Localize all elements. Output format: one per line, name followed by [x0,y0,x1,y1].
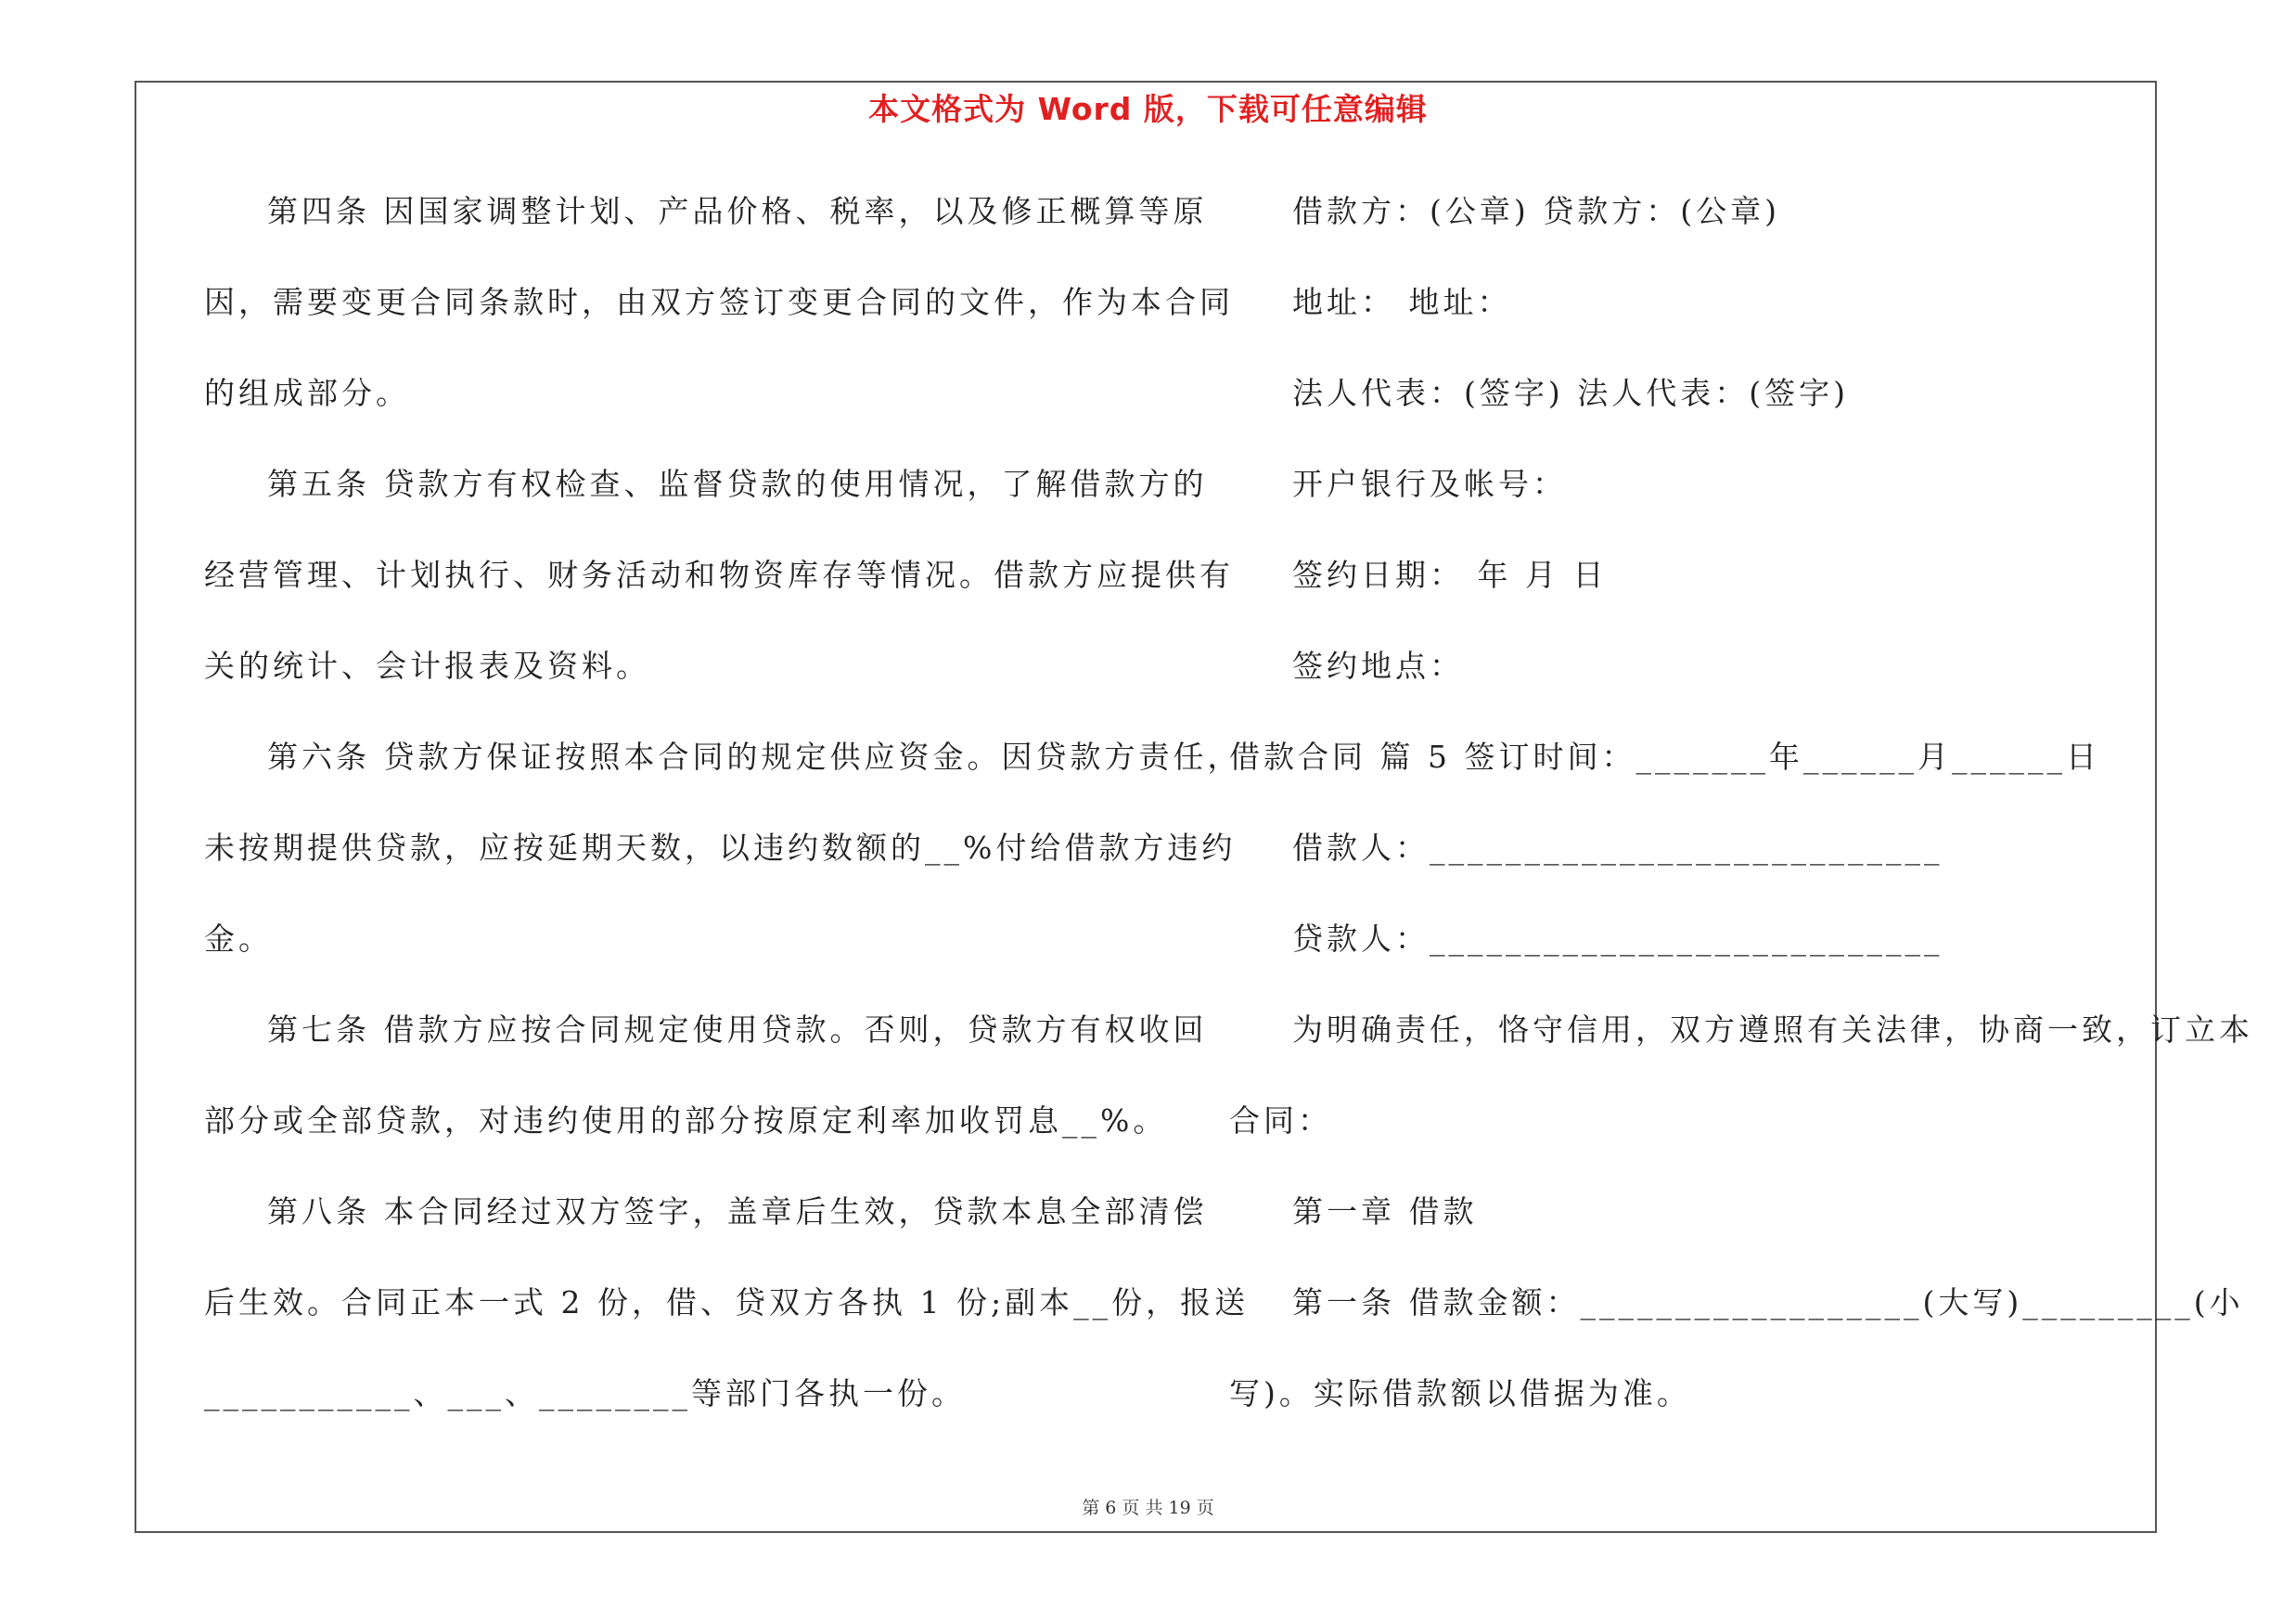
text-line: 借款人：___________________________ [1292,830,1943,866]
text-line: 第七条 借款方应按合同规定使用贷款。否则，贷款方有权收回 [267,1011,1208,1048]
text-line: 金。 [204,921,273,957]
text-line: 开户银行及帐号： [1292,466,1567,502]
left-column [204,181,1250,1454]
text-line: 第一条 借款金额：__________________(大写)_________(小 [1292,1284,2244,1320]
text-line: 合同： [1229,1102,1332,1139]
text-line: 法人代表：(签字) 法人代表：(签字) [1292,375,1849,411]
text-line: 第八条 本合同经过双方签字，盖章后生效，贷款本息全部清偿 [267,1193,1208,1230]
page-number: 第 6 页 共 19 页 [1082,1498,1214,1518]
text-line: 第五条 贷款方有权检查、监督贷款的使用情况，了解借款方的 [267,466,1208,502]
text-line: 签约日期： 年 月 日 [1292,557,1608,593]
text-line: 第一章 借款 [1292,1193,1478,1230]
text-line: 未按期提供贷款，应按延期天数，以违约数额的__%付给借款方违约 [204,830,1237,866]
text-line: 第四条 因国家调整计划、产品价格、税率，以及修正概算等原 [267,193,1208,229]
text-line: 为明确责任，恪守信用，双方遵照有关法律，协商一致，订立本 [1292,1011,2253,1048]
text-line: 地址： 地址： [1292,284,1512,320]
text-line: 借款方：(公章) 贷款方：(公章) [1292,193,1780,229]
text-line: 的组成部分。 [204,375,410,411]
text-line: 签约地点： [1292,648,1464,684]
text-line: 贷款人：___________________________ [1292,921,1943,957]
text-line: 写)。实际借款额以借据为准。 [1229,1375,1691,1411]
right-column [1229,181,2253,1454]
text-line: 关的统计、会计报表及资料。 [204,648,650,684]
text-line: 后生效。合同正本一式 2 份，借、贷双方各执 1 份;副本__份，报送 [204,1284,1250,1320]
text-line: 经营管理、计划执行、财务活动和物资库存等情况。借款方应提供有 [204,557,1234,593]
format-banner: 本文格式为 Word 版，下载可任意编辑 [868,91,1428,127]
text-line: ___________、___、________等部门各执一份。 [204,1375,966,1411]
text-line: 借款合同 篇 5 签订时间：_______年______月______日 [1229,739,2100,775]
text-line: 因，需要变更合同条款时，由双方签订变更合同的文件，作为本合同 [204,284,1234,320]
text-line: 第六条 贷款方保证按照本合同的规定供应资金。因贷款方责任， [267,739,1242,775]
text-line: 部分或全部贷款，对违约使用的部分按原定利率加收罚息__%。 [204,1102,1168,1139]
